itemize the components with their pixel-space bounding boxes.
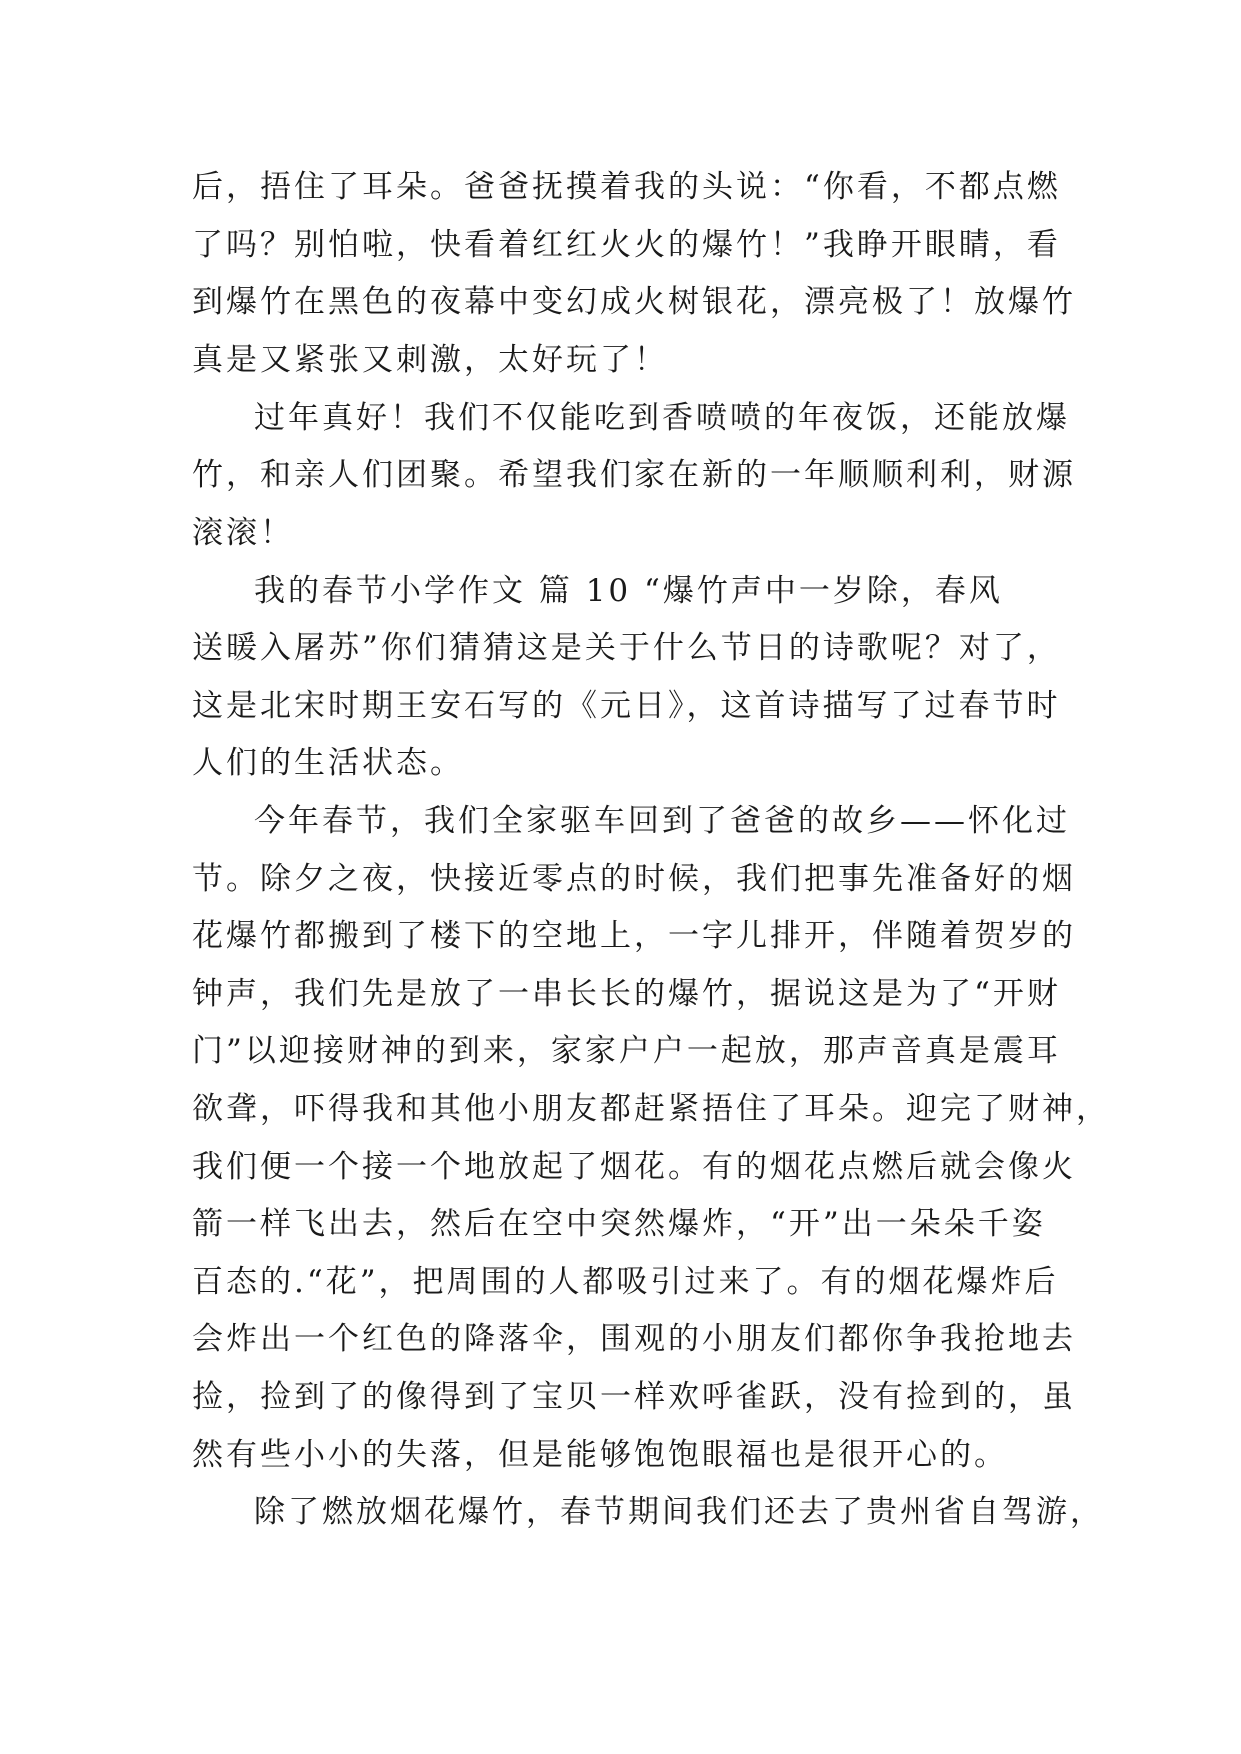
text-line: 会炸出一个红色的降落伞，围观的小朋友们都你争我抢地去 bbox=[192, 1321, 1076, 1357]
text-line: 钟声，我们先是放了一串长长的爆竹，据说这是为了“开财 bbox=[192, 976, 1061, 1012]
text-line: 滚滚！ bbox=[192, 515, 294, 551]
text-line: 了吗？别怕啦，快看着红红火火的爆竹！”我睁开眼睛，看 bbox=[192, 227, 1061, 263]
paragraph-start: 今年春节，我们全家驱车回到了爸爸的故乡——怀化过 bbox=[254, 803, 1070, 839]
text-line: 然有些小小的失落，但是能够饱饱眼福也是很开心的。 bbox=[192, 1437, 1008, 1473]
text-line: 这是北宋时期王安石写的《元日》，这首诗描写了过春节时 bbox=[192, 688, 1061, 724]
paragraph-start: 过年真好！我们不仅能吃到香喷喷的年夜饭，还能放爆 bbox=[254, 400, 1070, 436]
text-line: 节。除夕之夜，快接近零点的时候，我们把事先准备好的烟 bbox=[192, 861, 1076, 897]
text-line: 我们便一个接一个地放起了烟花。有的烟花点燃后就会像火 bbox=[192, 1149, 1076, 1185]
text-line: 人们的生活状态。 bbox=[192, 745, 464, 781]
text-line: 箭一样飞出去，然后在空中突然爆炸，“开”出一朵朵千姿 bbox=[192, 1206, 1046, 1242]
text-line: 送暖入屠苏”你们猜猜这是关于什么节日的诗歌呢？对了， bbox=[192, 630, 1061, 666]
text-line: 后，捂住了耳朵。爸爸抚摸着我的头说：“你看，不都点燃 bbox=[192, 169, 1061, 205]
text-line: 真是又紧张又刺激，太好玩了！ bbox=[192, 342, 668, 378]
text-line: 欲聋，吓得我和其他小朋友都赶紧捂住了耳朵。迎完了财神， bbox=[192, 1091, 1110, 1127]
paragraph-start: 除了燃放烟花爆竹，春节期间我们还去了贵州省自驾游， bbox=[254, 1494, 1104, 1530]
text-line: 捡，捡到了的像得到了宝贝一样欢呼雀跃，没有捡到的，虽 bbox=[192, 1379, 1076, 1415]
text-line: 百态的.“花”，把周围的人都吸引过来了。有的烟花爆炸后 bbox=[192, 1264, 1059, 1300]
text-line: 门”以迎接财神的到来，家家户户一起放，那声音真是震耳 bbox=[192, 1033, 1061, 1069]
text-line: 到爆竹在黑色的夜幕中变幻成火树银花，漂亮极了！放爆竹 bbox=[192, 284, 1076, 320]
essay-heading-line: 我的春节小学作文 篇 10 “爆竹声中一岁除，春风 bbox=[254, 573, 1003, 609]
text-line: 竹，和亲人们团聚。希望我们家在新的一年顺顺利利，财源 bbox=[192, 457, 1076, 493]
text-line: 花爆竹都搬到了楼下的空地上，一字儿排开，伴随着贺岁的 bbox=[192, 918, 1076, 954]
